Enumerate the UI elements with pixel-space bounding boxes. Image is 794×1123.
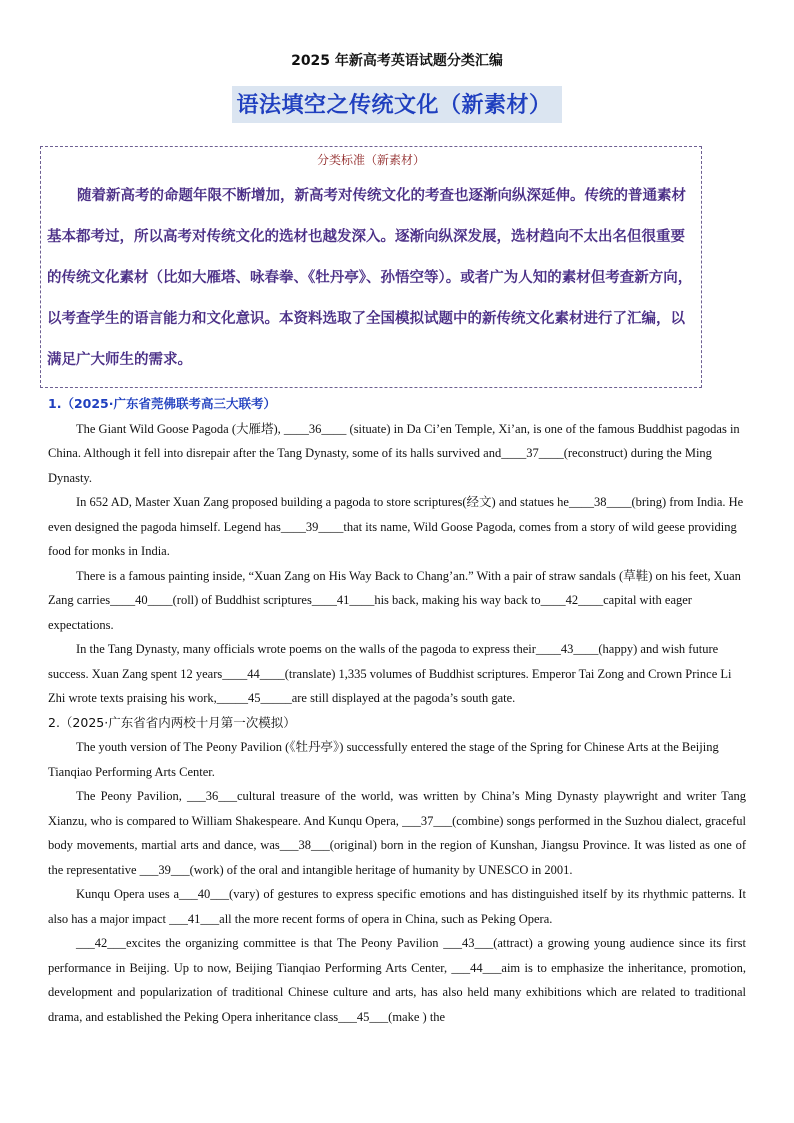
q1-paragraph: In 652 AD, Master Xuan Zang proposed building a pagoda to store scriptures(经文) and statues he____38____(bring) from India. He even designed the pagoda himself. Legend has____39____that its name, Wild Goose Pagoda, comes from a story of wild geese providing food for monks in India. [48,495,744,558]
question-2-heading: 2.（2025·广东省省内两校十月第一次模拟） [48,714,296,730]
question-1-heading: 1.（2025·广东省莞佛联考高三大联考） [48,396,276,411]
title-wrap [0,86,794,123]
q1-paragraph: In the Tang Dynasty, many officials wrote poems on the walls of the pagoda to express their____43____(happy) and wish future success. Xuan Zang spent 12 years____44____(translate) 1,335 volumes of Buddhist scriptures. Emperor Tai Zong and Crown Prince Li Zhi wrote texts praising his work,_____45_____are still displayed at the pagoda’s south gate. [48,642,732,705]
page-title: 语法填空之传统文化（新素材） [232,86,561,123]
q2-paragraph: The Peony Pavilion, ___36___cultural treasure of the world, was written by China’s Ming Dynasty playwright and writer Tang Xianzu, who is compared to William Shakespeare. And Kunqu Opera, ___37___(combine) songs performed in the Suzhou dialect, graceful body movements, martial arts and dance, was___38___(original) born in the region of Kunshan, Jiangsu Province. It was listed as one of the representative ___39___(work) of the oral and intangible heritage of humanity by UNESCO in 2001. [48,789,746,877]
questions-content [48,392,746,1029]
page-header: 2025 年新高考英语试题分类汇编 [291,53,503,69]
intro-box-label: 分类标准（新素材） [316,153,425,167]
q2-paragraph: The youth version of The Peony Pavilion (《牡丹亭》) successfully entered the stage of the Spring for Chinese Arts at the Beijing Tianqiao Performing Arts Center. [48,740,719,779]
q2-paragraph: Kunqu Opera uses a___40___(vary) of gestures to express specific emotions and has distinguished itself by its rhythmic patterns. It also has a major impact ___41___all the more recent forms of opera in China, such as Peking Opera. [48,887,746,926]
intro-box-text: 随着新高考的命题年限不断增加，新高考对传统文化的考查也逐渐向纵深延伸。传统的普通素材基本都考过，所以高考对传统文化的选材也越发深入。逐渐向纵深发展，选材趋向不太出名但很重要的传统文化素材（比如大雁塔、咏春拳、《牡丹亭》、孙悟空等）。或者广为人知的素材但考查新方向，以考查学生的语言能力和文化意识。本资料选取了全国模拟试题中的新传统文化素材进行了汇编，以满足广大师生的需求。 [47,188,693,368]
q1-paragraph: There is a famous painting inside, “Xuan Zang on His Way Back to Chang’an.” With a pair of straw sandals (草鞋) on his feet, Xuan Zang carries____40____(roll) of Buddhist scriptures____41____his back, making his way back to____42____capital with eager expectations. [48,568,741,632]
q1-paragraph: The Giant Wild Goose Pagoda (大雁塔), ____36____ (situate) in Da Ci’en Temple, Xi’an, is one of the famous Buddhist pagodas in China. Although it fell into disrepair after the Tang Dynasty, some of its halls survived and____37____(reconstruct) during the Ming Dynasty. [48,421,740,485]
q2-paragraph: ___42___excites the organizing committee is that The Peony Pavilion ___43___(attract) a growing young audience since its first performance in Beijing. Up to now, Beijing Tianqiao Performing Arts Center, ___44___aim is to emphasize the inheritance, promotion, development and popularization of traditional Chinese culture and arts, has also held many exhibitions which are related to traditional drama, and established the Peking Opera inheritance class___45___(make ) the [48,936,746,1024]
intro-box [40,146,702,388]
